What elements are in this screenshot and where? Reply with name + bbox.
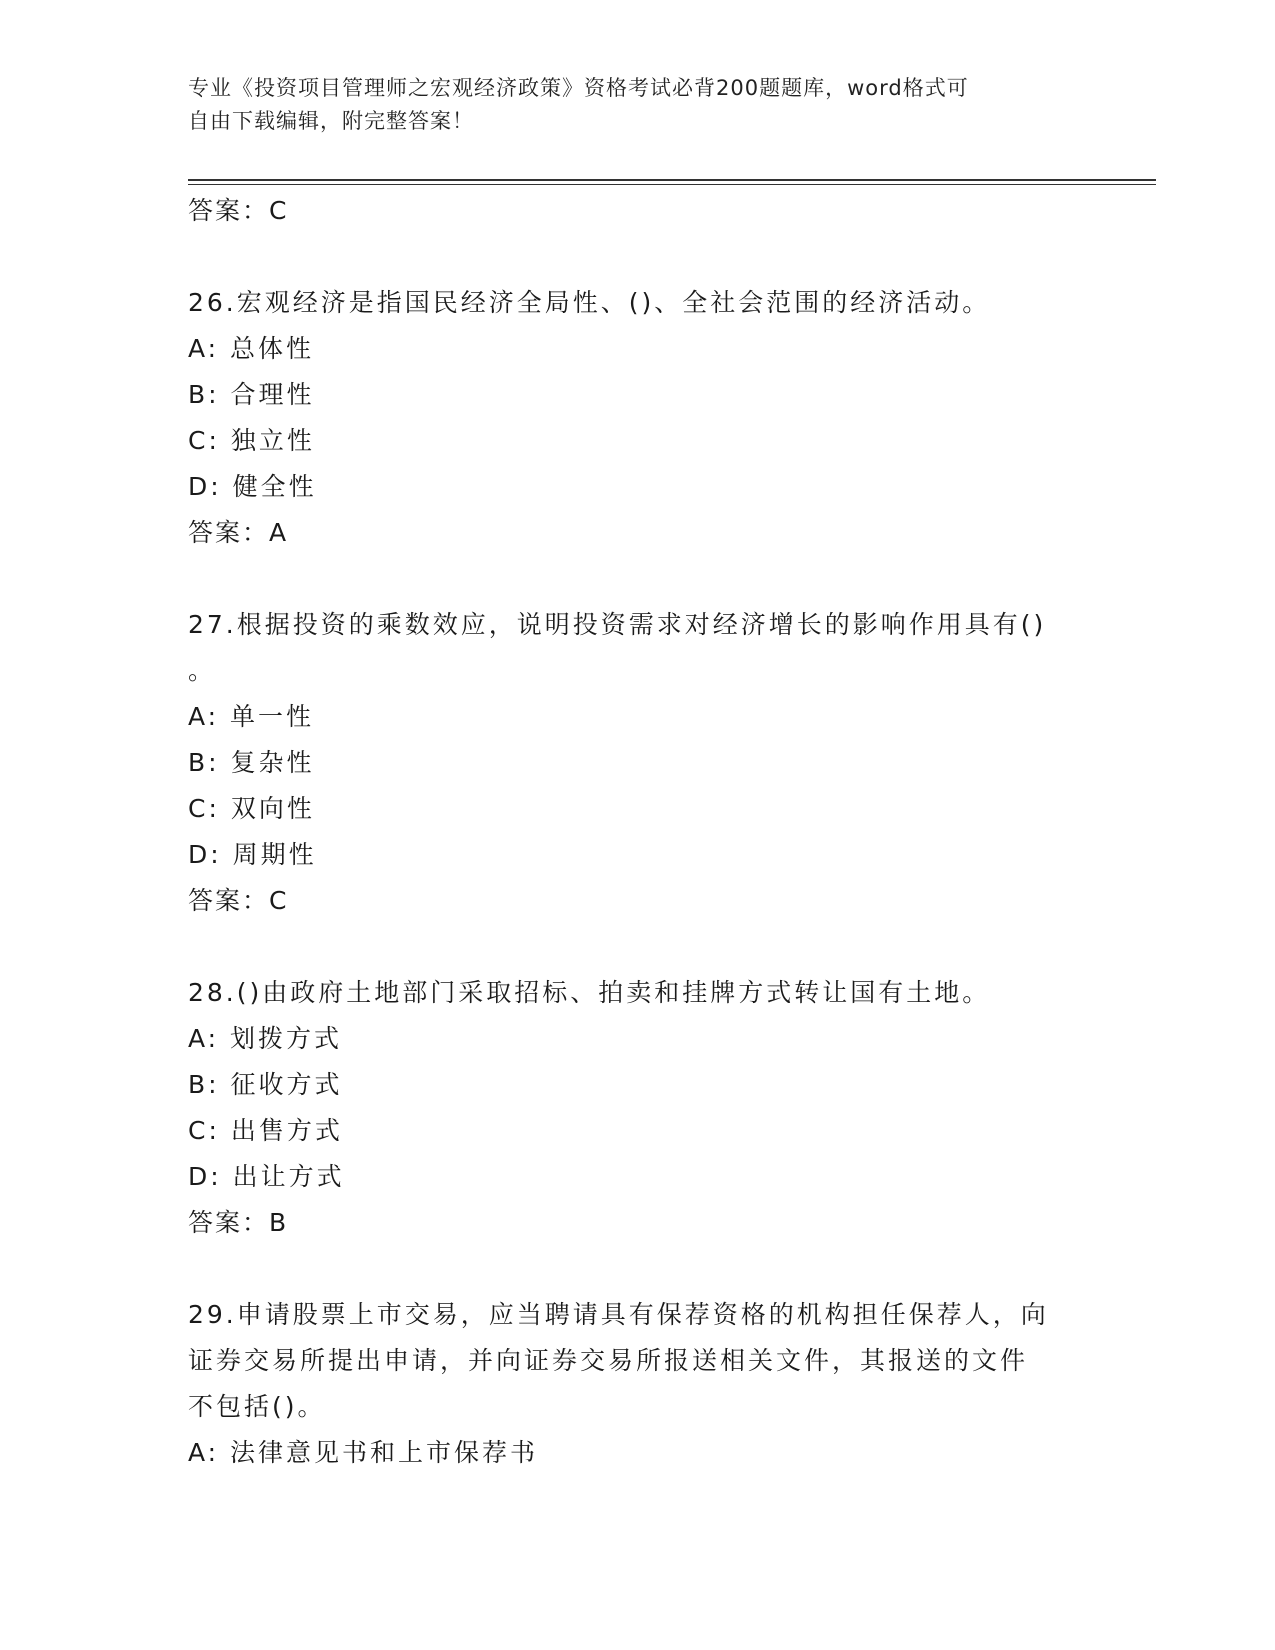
option-b: B: 复杂性 (188, 748, 315, 777)
question-stem-continued: 。 (188, 656, 217, 685)
spacer (188, 924, 1088, 970)
header-line-2: 自由下载编辑，附完整答案！ (188, 109, 474, 133)
option-d: D: 出让方式 (188, 1162, 345, 1191)
question-29 (188, 1292, 1088, 1476)
spacer (188, 234, 1088, 280)
question-stem: 27.根据投资的乘数效应，说明投资需求对经济增长的影响作用具有() (188, 610, 1047, 639)
option-c: C: 出售方式 (188, 1116, 343, 1145)
previous-answer: 答案：C (188, 196, 289, 225)
option-a: A: 划拨方式 (188, 1024, 343, 1053)
spacer (188, 556, 1088, 602)
document-header (188, 72, 1088, 138)
header-line-1: 专业《投资项目管理师之宏观经济政策》资格考试必背200题题库，word格式可 (188, 76, 969, 100)
header-rule-thick (188, 179, 1156, 181)
question-stem-continued: 不包括()。 (188, 1392, 326, 1421)
answer: 答案：B (188, 1208, 289, 1237)
option-c: C: 独立性 (188, 426, 315, 455)
question-stem: 29.申请股票上市交易，应当聘请具有保荐资格的机构担任保荐人，向 (188, 1300, 1049, 1329)
option-a: A: 法律意见书和上市保荐书 (188, 1438, 539, 1467)
question-28 (188, 970, 1088, 1246)
question-stem: 28.()由政府土地部门采取招标、拍卖和挂牌方式转让国有土地。 (188, 978, 991, 1007)
option-a: A: 单一性 (188, 702, 315, 731)
header-rule-thin (188, 184, 1156, 185)
question-27 (188, 602, 1088, 924)
question-stem-continued: 证券交易所提出申请，并向证券交易所报送相关文件，其报送的文件 (188, 1346, 1029, 1375)
answer: 答案：C (188, 886, 289, 915)
option-d: D: 周期性 (188, 840, 317, 869)
option-d: D: 健全性 (188, 472, 317, 501)
option-b: B: 合理性 (188, 380, 315, 409)
question-26 (188, 280, 1088, 556)
answer: 答案：A (188, 518, 289, 547)
document-body (188, 188, 1088, 1476)
spacer (188, 1246, 1088, 1292)
option-c: C: 双向性 (188, 794, 315, 823)
question-stem: 26.宏观经济是指国民经济全局性、()、全社会范围的经济活动。 (188, 288, 991, 317)
option-b: B: 征收方式 (188, 1070, 343, 1099)
option-a: A: 总体性 (188, 334, 315, 363)
